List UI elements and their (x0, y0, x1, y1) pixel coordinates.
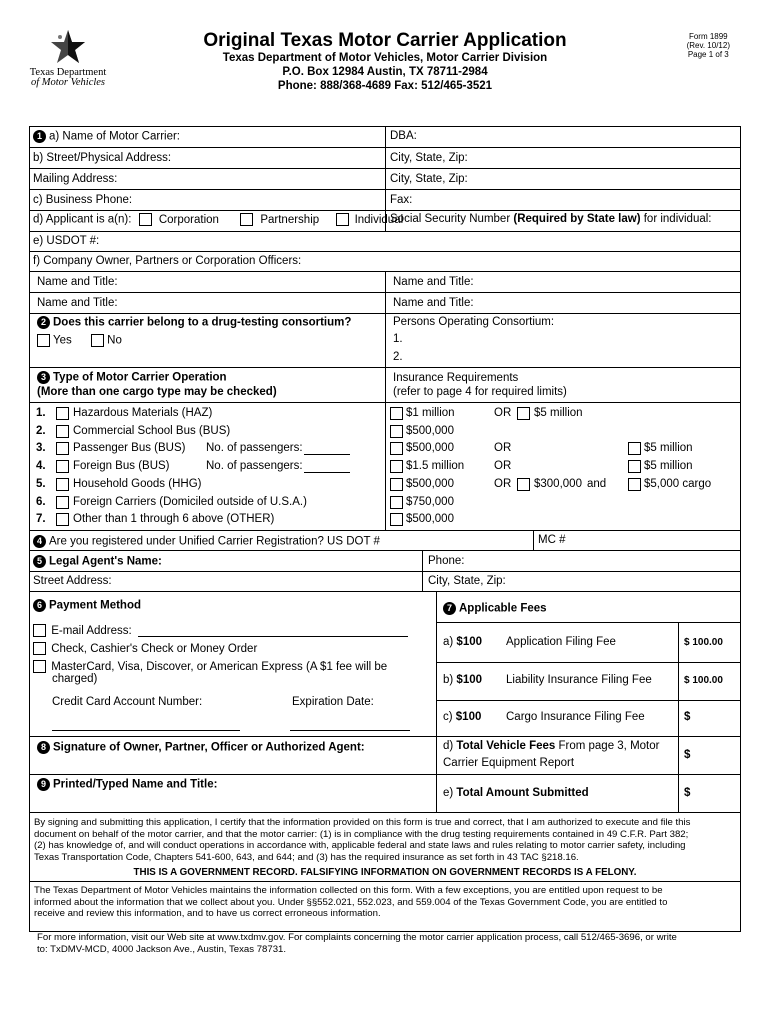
insurance-alt2-checkbox[interactable] (628, 478, 641, 492)
no-label: No (107, 334, 122, 347)
operation-type-label: Other than 1 through 6 above (OTHER) (73, 513, 275, 525)
credit-card-checkbox[interactable] (33, 660, 46, 673)
operation-type-label: Hazardous Materials (HAZ) (73, 407, 213, 419)
payment-method-label: Payment Method (49, 599, 142, 612)
fee-d-label: d) Total Vehicle Fees From page 3, Motor (443, 740, 660, 752)
fee-a-amount: a) $100 (443, 636, 483, 648)
signature-label: Signature of Owner, Partner, Officer or Authorized Agent: (53, 741, 365, 754)
insurance-amount-checkbox[interactable] (390, 442, 403, 456)
applicant-type-label: d) Applicant is a(n): (33, 213, 132, 226)
operation-type-checkbox[interactable] (56, 513, 69, 527)
officer-3-name-field[interactable]: Name and Title: (37, 297, 118, 309)
operation-type-checkbox[interactable] (56, 442, 69, 456)
insurance-alt2-checkbox[interactable] (628, 442, 641, 456)
agent-street-field[interactable]: Street Address: (33, 575, 112, 587)
applicant-type-row (33, 213, 403, 227)
fee-d-label-2: Carrier Equipment Report (443, 757, 575, 769)
individual-checkbox[interactable] (336, 213, 349, 226)
insurance-amount-checkbox[interactable] (390, 513, 403, 527)
agent-city-state-zip-field[interactable]: City, State, Zip: (428, 575, 506, 587)
insurance-or-label: OR (494, 460, 512, 472)
operation-row-number: 1. (36, 407, 46, 419)
consortium-yes-checkbox[interactable] (37, 334, 50, 347)
ucr-label: Are you registered under Unified Carrier Registration? US DOT # (49, 535, 380, 548)
credit-card-label: MasterCard, Visa, Discover, or American Express (A $1 fee will be (51, 660, 388, 673)
check-payment-checkbox[interactable] (33, 642, 46, 655)
logo-line2: of Motor Vehicles (30, 77, 106, 88)
fee-e-label: e) Total Amount Submitted (443, 787, 589, 799)
section-3-icon: 3 (37, 371, 50, 384)
officers-label: f) Company Owner, Partners or Corporation Officers: (33, 255, 302, 267)
passengers-input[interactable] (304, 460, 350, 473)
page-title: Original Texas Motor Carrier Application (203, 30, 567, 51)
operation-type-checkbox[interactable] (56, 478, 69, 492)
fee-b-desc: Liability Insurance Filing Fee (506, 674, 652, 686)
corporation-checkbox[interactable] (139, 213, 152, 226)
drug-consortium-options (37, 334, 122, 348)
ucr-usdot-field[interactable] (33, 535, 380, 549)
dba-field[interactable]: DBA: (390, 130, 417, 142)
carrier-name-label: a) Name of Motor Carrier: (49, 130, 181, 143)
section-7-icon: 7 (443, 602, 456, 615)
insurance-alt-label: $300,000 (534, 478, 582, 490)
street-address-field[interactable]: b) Street/Physical Address: (33, 152, 172, 164)
certification-text: By signing and submitting this application, I certify that the information provided on this form is true and correct, that I am authorized to execute and file this document on behalf of the motor carrier, and that the motor carrier: (1) is in compliance with the drug testing requirements contained in 49 C.F.R. Part 382; (2) has knowledge of, and will conduct operations in accordance with, applicable federal and state laws and rules relating to motor carrier safety, including Texas Transportation Code, Chapters 541-600, 643, and 644; and (3) has the required insurance as set forth in 43 TAC §218.16. (34, 817, 691, 863)
passengers-label: No. of passengers: (206, 442, 303, 454)
section-9-icon: 9 (37, 778, 50, 791)
operation-type-checkbox[interactable] (56, 460, 69, 474)
partnership-checkbox[interactable] (240, 213, 253, 226)
fee-c-amount: c) $100 (443, 711, 482, 723)
operation-type-label: Foreign Bus (BUS) (73, 460, 170, 472)
insurance-note: (refer to page 4 for required limits) (393, 386, 567, 398)
ssn-label-suffix: for individual: (640, 213, 712, 225)
usdot-field[interactable]: e) USDOT #: (33, 235, 100, 247)
expiration-input[interactable] (290, 730, 410, 731)
operation-type-note: (More than one cargo type may be checked) (37, 386, 277, 398)
insurance-amount-checkbox[interactable] (390, 478, 403, 492)
insurance-amount-label: $750,000 (406, 496, 454, 508)
email-checkbox[interactable] (33, 624, 46, 637)
email-label: E-mail Address: (51, 624, 132, 637)
operation-type-checkbox[interactable] (56, 425, 69, 439)
officer-2-name-field[interactable]: Name and Title: (393, 276, 474, 288)
consortium-no-checkbox[interactable] (91, 334, 104, 347)
section-8-icon: 8 (37, 741, 50, 754)
insurance-amount-label: $500,000 (406, 513, 454, 525)
legal-agent-label: Legal Agent's Name: (49, 555, 162, 568)
section-1-icon: 1 (33, 130, 46, 143)
footer-text: For more information, visit our Web site at www.txdmv.gov. For complaints concerning the motor carrier application process, call 512/465-3696, or write to: TxDMV-MCD, 4000 Jackson Ave., Austin, Texas 78731. (37, 932, 677, 955)
operation-type-label: Passenger Bus (BUS) (73, 442, 186, 454)
email-row (33, 624, 132, 638)
insurance-alt-checkbox[interactable] (517, 407, 530, 421)
mc-number-field[interactable]: MC # (538, 534, 566, 546)
section-4-icon: 4 (33, 535, 46, 548)
header-line1: Texas Department of Motor Vehicles, Motor Carrier Division (222, 52, 548, 64)
header-line2: P.O. Box 12984 Austin, TX 78711-2984 (282, 66, 488, 78)
cc-account-input[interactable] (52, 730, 240, 731)
insurance-alt-label: $5 million (534, 407, 583, 419)
page-number: Page 1 of 3 (687, 50, 729, 59)
applicable-fees-title (443, 602, 547, 616)
fee-a-total: $ 100.00 (684, 637, 723, 648)
mailing-city-state-zip-field[interactable]: City, State, Zip: (390, 173, 468, 185)
applicable-fees-label: Applicable Fees (459, 602, 547, 615)
fee-e-total-field[interactable]: $ (684, 787, 691, 799)
insurance-alt-checkbox[interactable] (517, 478, 530, 492)
operation-row-number: 3. (36, 442, 46, 454)
agent-phone-field[interactable]: Phone: (428, 555, 465, 567)
ssn-field[interactable] (390, 213, 712, 226)
fee-a-desc: Application Filing Fee (506, 636, 616, 648)
insurance-and-label: and (587, 478, 607, 490)
form-number: Form 1899 (688, 32, 728, 41)
check-row (33, 642, 257, 656)
officer-4-name-field[interactable]: Name and Title: (393, 297, 474, 309)
business-phone-field[interactable]: c) Business Phone: (33, 194, 133, 206)
ssn-label: Social Security Number (390, 213, 514, 225)
cc-account-label: Credit Card Account Number: (52, 696, 203, 708)
mailing-address-field[interactable]: Mailing Address: (33, 173, 118, 185)
insurance-amount-label: $500,000 (406, 425, 454, 437)
credit-card-row (33, 660, 387, 674)
fee-c-total-field[interactable]: $ (684, 711, 691, 723)
insurance-or-label: OR (494, 442, 512, 454)
payment-method-title (33, 599, 141, 613)
insurance-amount-label: $500,000 (406, 478, 454, 490)
persons-consortium-label: Persons Operating Consortium: (393, 316, 555, 328)
fee-b-amount: b) $100 (443, 674, 483, 686)
section-5-icon: 5 (33, 555, 46, 568)
operation-type-title (37, 371, 227, 385)
insurance-amount-checkbox[interactable] (390, 496, 403, 510)
section-6-icon: 6 (33, 599, 46, 612)
insurance-amount-label: $1 million (406, 407, 455, 419)
fee-d-total-field[interactable]: $ (684, 749, 691, 761)
partnership-label: Partnership (260, 213, 320, 226)
consortium-person-1-field[interactable]: 1. (393, 333, 403, 345)
insurance-amount-checkbox[interactable] (390, 460, 403, 474)
insurance-alt2-label: $5,000 cargo (644, 478, 712, 490)
operation-type-label: Household Goods (HHG) (73, 478, 202, 490)
form-number-block (687, 32, 730, 59)
operation-type-label: Foreign Carriers (Domiciled outside of U.S.A.) (73, 496, 307, 508)
operation-row-number: 6. (36, 496, 46, 508)
signature-field[interactable] (37, 741, 365, 755)
corporation-label: Corporation (158, 213, 219, 226)
yes-label: Yes (53, 334, 72, 347)
city-state-zip-field[interactable]: City, State, Zip: (390, 152, 468, 164)
drug-consortium-question (37, 316, 351, 330)
passengers-label: No. of passengers: (206, 460, 303, 472)
header-line3: Phone: 888/368-4689 Fax: 512/465-3521 (277, 80, 493, 92)
privacy-text: The Texas Department of Motor Vehicles maintains the information collected on this form. With a few exceptions, you are entitled upon request to be informed about the information that we collect about you. Under §§552.021, 552.023, and 559.004 of the Texas Government Code, you are entitled to receive and review this information, and to have us correct erroneous information. (34, 885, 668, 919)
fee-b-total: $ 100.00 (684, 675, 723, 686)
printed-name-label: Printed/Typed Name and Title: (53, 778, 218, 791)
ssn-required-label: (Required by State law) (513, 213, 641, 225)
insurance-alt2-label: $5 million (644, 460, 693, 472)
insurance-amount-label: $1.5 million (406, 460, 465, 472)
passengers-input[interactable] (304, 442, 350, 455)
insurance-or-label: OR (494, 407, 512, 419)
insurance-amount-checkbox[interactable] (390, 425, 403, 439)
credit-card-label-2: charged) (52, 673, 98, 685)
felony-warning: THIS IS A GOVERNMENT RECORD. FALSIFYING INFORMATION ON GOVERNMENT RECORDS IS A FELONY. (133, 867, 637, 878)
carrier-name-field[interactable] (33, 130, 180, 144)
operation-type-checkbox[interactable] (56, 496, 69, 510)
logo-line1: Texas Department (29, 67, 107, 78)
operation-type-label: Commercial School Bus (BUS) (73, 425, 231, 437)
insurance-alt2-checkbox[interactable] (628, 460, 641, 474)
officer-1-name-field[interactable]: Name and Title: (37, 276, 118, 288)
fax-field[interactable]: Fax: (390, 194, 413, 206)
check-payment-label: Check, Cashier's Check or Money Order (51, 642, 258, 655)
section-2-icon: 2 (37, 316, 50, 329)
insurance-amount-label: $500,000 (406, 442, 454, 454)
operation-row-number: 7. (36, 513, 46, 525)
email-input[interactable] (138, 636, 408, 637)
fee-c-desc: Cargo Insurance Filing Fee (506, 711, 645, 723)
insurance-title: Insurance Requirements (393, 372, 519, 384)
operation-row-number: 2. (36, 425, 46, 437)
individual-label: Individual (354, 213, 404, 226)
operation-row-number: 5. (36, 478, 46, 490)
form-revision: (Rev. 10/12) (686, 41, 730, 50)
operation-type-checkbox[interactable] (56, 407, 69, 421)
insurance-or-label: OR (494, 478, 512, 490)
consortium-person-2-field[interactable]: 2. (393, 351, 403, 363)
legal-agent-name-field[interactable] (33, 555, 162, 569)
drug-consortium-label: Does this carrier belong to a drug-testing consortium? (53, 316, 352, 329)
insurance-alt2-label: $5 million (644, 442, 693, 454)
printed-name-field[interactable] (37, 778, 217, 792)
expiration-label: Expiration Date: (292, 696, 374, 708)
operation-type-label: Type of Motor Carrier Operation (53, 371, 227, 384)
operation-row-number: 4. (36, 460, 46, 472)
insurance-amount-checkbox[interactable] (390, 407, 403, 421)
